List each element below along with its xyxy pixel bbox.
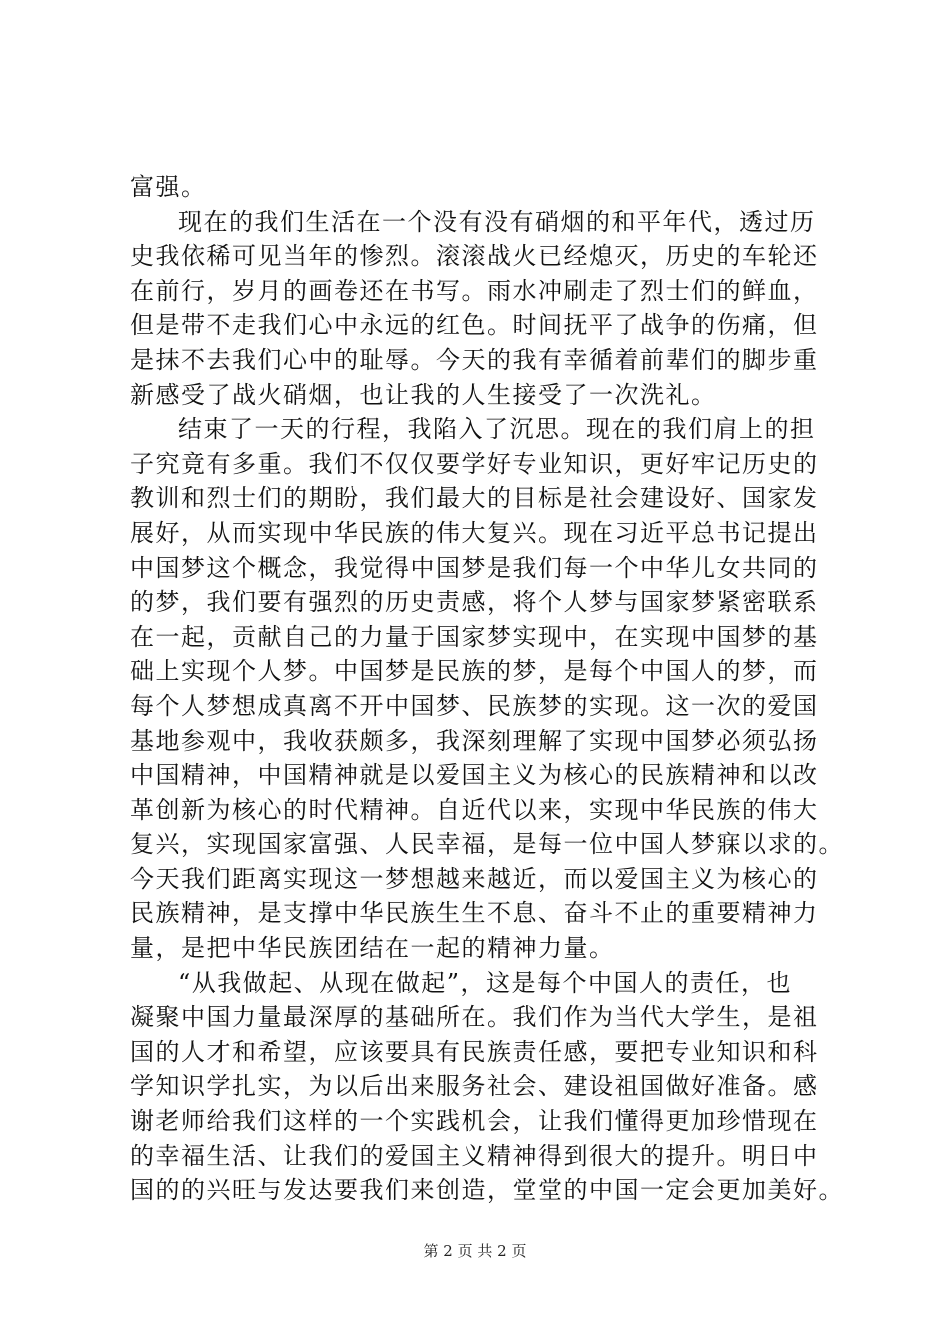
text-line: 础上实现个人梦。中国梦是民族的梦，是每个中国人的梦，而 bbox=[130, 657, 819, 686]
text-line: 史我依稀可见当年的惨烈。滚滚战火已经熄灭，历史的车轮还 bbox=[130, 242, 819, 271]
paragraph-start-line: “从我做起、从现在做起”，这是每个中国人的责任，也 bbox=[178, 968, 793, 997]
text-line: 量，是把中华民族团结在一起的精神力量。 bbox=[130, 934, 615, 963]
text-line: 国的人才和希望，应该要具有民族责任感，要把专业知识和科 bbox=[130, 1037, 819, 1066]
text-line: 国的的兴旺与发达要我们来创造，堂堂的中国一定会更加美好。 bbox=[130, 1176, 844, 1205]
text-line: 富强。 bbox=[130, 173, 207, 201]
paragraph-start-line: 现在的我们生活在一个没有没有硝烟的和平年代，透过历 bbox=[178, 207, 816, 236]
body-text bbox=[130, 170, 844, 1208]
text-line: 学知识学扎实，为以后出来服务社会、建设祖国做好准备。感 bbox=[130, 1072, 819, 1101]
text-line: 谢老师给我们这样的一个实践机会，让我们懂得更加珍惜现在 bbox=[130, 1107, 819, 1136]
text-line: 的梦，我们要有强烈的历史责感，将个人梦与国家梦紧密联系 bbox=[130, 588, 819, 617]
page-number-footer: 第 2 页 共 2 页 bbox=[423, 1242, 527, 1260]
text-line: 在一起，贡献自己的力量于国家梦实现中，在实现中国梦的基 bbox=[130, 622, 819, 651]
text-line: 教训和烈士们的期盼，我们最大的目标是社会建设好、国家发 bbox=[130, 484, 819, 513]
paragraph-start-line: 结束了一天的行程，我陷入了沉思。现在的我们肩上的担 bbox=[178, 415, 816, 444]
text-line: 革创新为核心的时代精神。自近代以来，实现中华民族的伟大 bbox=[130, 795, 819, 824]
text-line: 复兴，实现国家富强、人民幸福，是每一位中国人梦寐以求的。 bbox=[130, 830, 844, 859]
text-line: 每个人梦想成真离不开中国梦、民族梦的实现。这一次的爱国 bbox=[130, 691, 819, 720]
text-line: 展好，从而实现中华民族的伟大复兴。现在习近平总书记提出 bbox=[130, 518, 819, 547]
text-line: 子究竟有多重。我们不仅仅要学好专业知识，更好牢记历史的 bbox=[130, 449, 819, 478]
text-line: 新感受了战火硝烟，也让我的人生接受了一次洗礼。 bbox=[130, 380, 717, 409]
text-line: 在前行，岁月的画卷还在书写。雨水冲刷走了烈士们的鲜血， bbox=[130, 276, 819, 305]
text-line: 中国精神，中国精神就是以爱国主义为核心的民族精神和以改 bbox=[130, 761, 819, 790]
text-line: 中国梦这个概念，我觉得中国梦是我们每一个中华儿女共同的 bbox=[130, 553, 819, 582]
text-line: 今天我们距离实现这一梦想越来越近，而以爱国主义为核心的 bbox=[130, 864, 819, 893]
text-line: 但是带不走我们心中永远的红色。时间抚平了战争的伤痛，但 bbox=[130, 311, 819, 340]
text-line: 凝聚中国力量最深厚的基础所在。我们作为当代大学生，是祖 bbox=[130, 1003, 819, 1032]
text-line: 民族精神，是支撑中华民族生生不息、奋斗不止的重要精神力 bbox=[130, 899, 819, 928]
text-line: 基地参观中，我收获颇多，我深刻理解了实现中国梦必须弘扬 bbox=[130, 726, 819, 755]
text-line: 是抹不去我们心中的耻辱。今天的我有幸循着前辈们的脚步重 bbox=[130, 345, 819, 374]
text-line: 的幸福生活、让我们的爱国主义精神得到很大的提升。明日中 bbox=[130, 1141, 819, 1170]
